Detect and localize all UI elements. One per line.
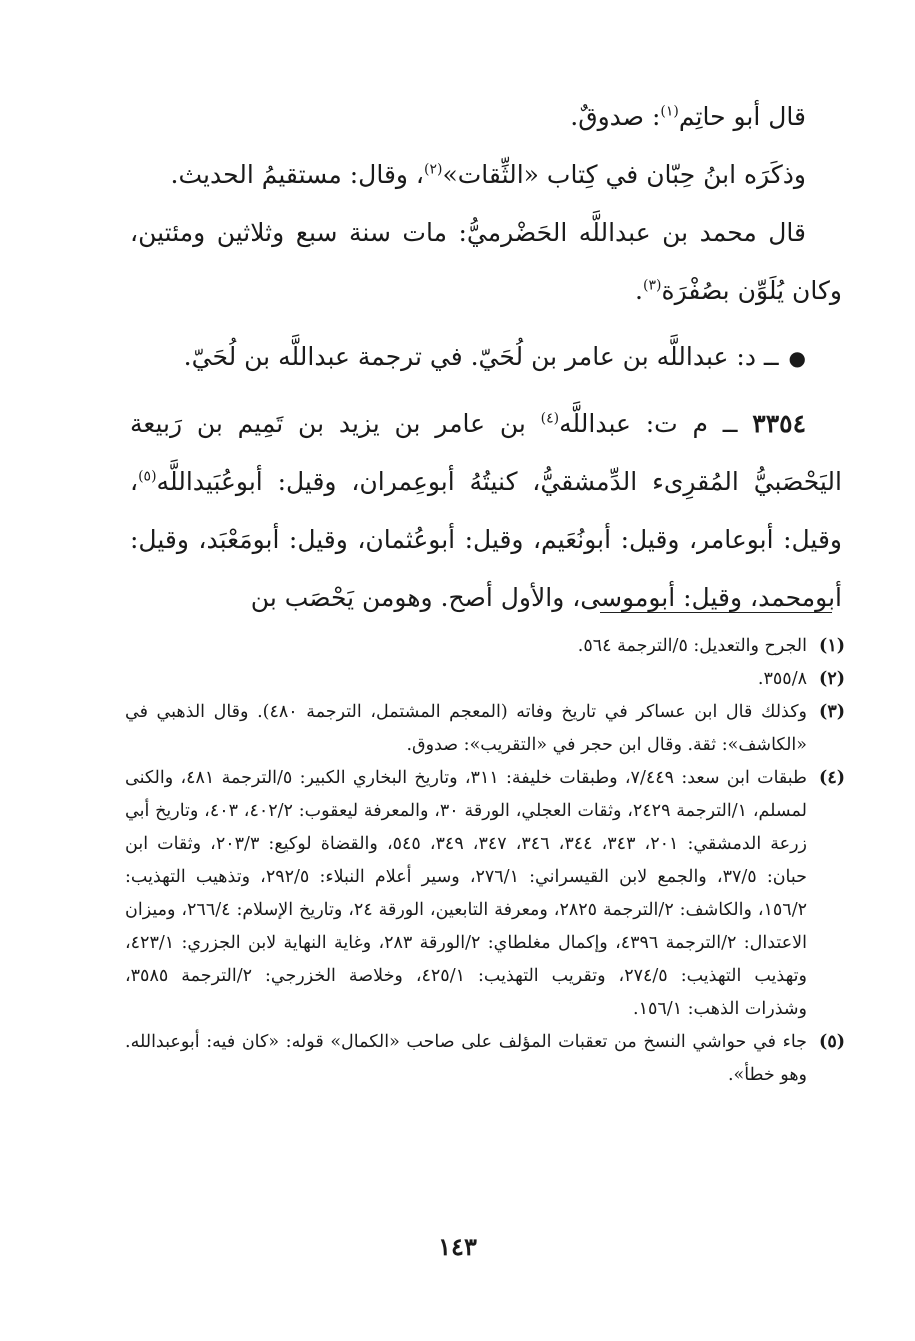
paragraph-cross-reference: ●ــ د: عبداللَّه بن عامر بن لُحَيّ. في ترجمة عبداللَّه بن لُحَيّ. [183, 342, 806, 371]
footnotes [125, 630, 845, 1092]
footnote-ref-4[interactable]: (٤) [540, 410, 560, 427]
entry-3354: ٣٣٥٤ ــ م ت: عبداللَّه$^{(٤)}$ بن عامر بن يزيد بن تَمِيم بن رَبيعة اليَحْصَبيُّ المُقرِىء الدِّمشقيُّ، كنيتُهُ أبوعِمران، وقيل: أبوعُبَيداللَّه$^{(٥)}$، وقيل: أبوعامر، وقيل: أبونُعَيم، وقيل: أبوعُثمان، وقيل: أبومَعْبَد، وقيل: أبومحمد، وقيل: أبوموسى، والأول أصح. وهومن يَحْصَب بن [130, 409, 842, 612]
footnote-number: (٤) [819, 768, 845, 788]
paragraph-hadrami: قال محمد بن عبداللَّه الحَضْرميُّ: مات سنة سبع وثلاثين ومئتين، وكان يُلَوِّن بصُفْرَة$^{(٣)}$. [130, 218, 842, 305]
footnote-ref-5[interactable]: (٥) [138, 468, 157, 485]
footnote-3 [125, 696, 845, 762]
footnote-text: جاء في حواشي النسخ من تعقبات المؤلف على صاحب «الكمال» قوله: «كان فيه: أبوعبدالله. وهو خطأ». [125, 1032, 807, 1085]
main-text [130, 88, 842, 627]
footnote-2 [125, 663, 845, 696]
footnote-number: (٢) [819, 669, 845, 689]
page-number: ١٤٣ [438, 1232, 477, 1261]
footnote-text: وكذلك قال ابن عساكر في تاريخ وفاته (المعجم المشتمل، الترجمة ٤٨٠). وقال الذهبي في «الكاشف»: ثقة. وقال ابن حجر في «التقريب»: صدوق. [125, 702, 807, 755]
footnote-text: ٣٥٥/٨. [757, 669, 807, 689]
bullet-icon: ● [788, 346, 806, 370]
paragraph-ibn-hibban: وذكَرَه ابنُ حِبّان في كِتاب «الثِّقات»$^{(٢)}$، وقال: مستقيمُ الحديث. [170, 160, 806, 189]
footnote-1 [125, 630, 845, 663]
footnote-number: (٥) [819, 1032, 845, 1052]
footnote-ref-2[interactable]: (٢) [424, 161, 443, 178]
footnote-5 [125, 1026, 845, 1092]
footnote-ref-3[interactable]: (٣) [643, 277, 662, 294]
paragraph-abu-hatim: قال أبو حاتِم$^{(١)}$: صدوقٌ. [570, 102, 806, 131]
footnote-text: طبقات ابن سعد: ٧/٤٤٩، وطبقات خليفة: ٣١١، وتاريخ البخاري الكبير: ٥/الترجمة ٤٨١، والكنى لمسلم، ١/الترجمة ٢٤٢٩، وثقات العجلي، الورقة ٣٠، والمعرفة ليعقوب: ٤٠٢/٢، ٤٠٣، وتاريخ أبي زرعة الدمشقي: ٢٠١، ٣٤٣، ٣٤٤، ٣٤٦، ٣٤٧، ٣٤٩، ٥٤٥، والقضاة لوكيع: ٢٠٣/٣، وثقات ابن حبان: ٣٧/٥، والجمع لابن القيسراني: ٢٧٦/١، وسير أعلام النبلاء: ٢٩٢/٥، وتذهيب التهذيب: ١٥٦/٢، والكاشف: ٢/الترجمة ٢٨٢٥، ومعرفة التابعين، الورقة ٢٤، وتاريخ الإسلام: ٢٦٦/٤، وميزان الاعتدال: ٢/الترجمة ٤٣٩٦، وإكمال مغلطاي: ٢/الورقة ٢٨٣، وغاية النهاية لابن الجزري: ٤٢٣/١، وتهذيب التهذيب: ٢٧٤/٥، وتقريب التهذيب: ٤٢٥/١، وخلاصة الخزرجي: ٢/الترجمة ٣٥٨٥، وشذرات الذهب: ١٥٦/١. [125, 768, 807, 1019]
footnote-4 [125, 762, 845, 1026]
footnote-number: (١) [819, 636, 845, 656]
footnote-ref-1[interactable]: (١) [660, 103, 679, 120]
footnote-number: (٣) [819, 702, 845, 722]
footnote-text: الجرح والتعديل: ٥/الترجمة ٥٦٤. [577, 636, 807, 656]
entry-number: ٣٣٥٤ [752, 409, 806, 438]
footnote-divider [600, 612, 832, 613]
